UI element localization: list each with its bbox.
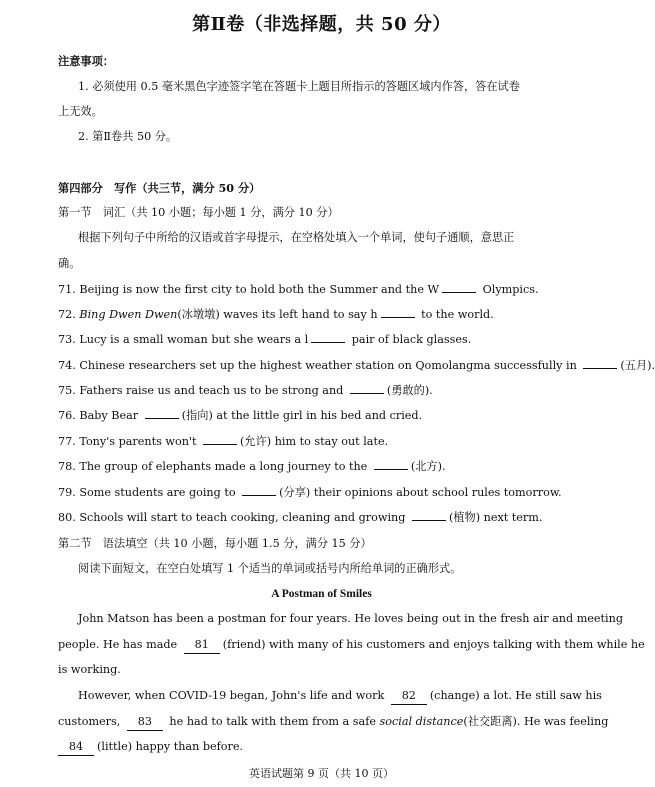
passage-title: A Postman of Smiles — [271, 588, 372, 600]
question-number: 78. — [58, 460, 76, 473]
question-text: Some students are going to — [79, 486, 240, 499]
question-text: Baby Bear — [79, 409, 142, 422]
answer-blank[interactable] — [311, 342, 345, 343]
question-74 — [58, 358, 655, 374]
answer-blank[interactable] — [242, 495, 276, 496]
question-number: 73. — [58, 333, 76, 346]
section2-heading: 第二节 语法填空（共 10 小题，每小题 1.5 分，满分 15 分） — [58, 537, 372, 550]
question-73 — [58, 332, 585, 348]
question-text: Fathers raise us and teach us to be strong and — [79, 384, 347, 397]
answer-blank-83[interactable]: 83 — [127, 714, 163, 731]
answer-blank-81[interactable]: 81 — [184, 637, 220, 654]
question-text: Schools will start to teach cooking, cleaning and growing — [79, 511, 409, 524]
question-text-after: pair of black glasses. — [348, 333, 472, 346]
question-76 — [58, 408, 585, 424]
answer-blank-84[interactable]: 84 — [58, 739, 94, 756]
passage-p1-line1: John Matson has been a postman for four years. He loves being out in the fresh air and meeting — [78, 612, 623, 625]
answer-blank[interactable] — [374, 469, 408, 470]
question-number: 77. — [58, 435, 76, 448]
passage-text: (little) happy than before. — [97, 740, 244, 753]
question-text-after: (分享) their opinions about school rules tomorrow. — [279, 486, 562, 499]
notice-heading: 注意事项： — [58, 54, 114, 68]
answer-blank[interactable] — [350, 393, 384, 394]
question-75 — [58, 383, 585, 399]
question-72 — [58, 307, 585, 323]
question-text-after: (五月). — [620, 359, 655, 372]
question-text: Chinese researchers set up the highest weather station on Qomolangma successfully in — [79, 359, 581, 372]
question-number: 75. — [58, 384, 76, 397]
question-text-after: (允许) him to stay out late. — [240, 435, 389, 448]
question-text: Lucy is a small woman but she wears a l — [79, 333, 309, 346]
notice-item-1: 1. 必须使用 0.5 毫米黑色字迹签字笔在答题卡上题目所指示的答题区域内作答，答在试卷 — [78, 80, 520, 93]
part4-heading: 第四部分 写作（共三节，满分 50 分） — [58, 181, 261, 195]
passage-p1-line2 — [58, 637, 645, 654]
question-text-after: (植物) next term. — [448, 511, 543, 524]
question-number: 71. — [58, 283, 76, 296]
question-text: (冰墩墩) waves its left hand to say h — [177, 308, 378, 321]
page-footer: 英语试题第 9 页（共 10 页） — [249, 767, 394, 780]
passage-p2-line1 — [78, 688, 602, 705]
question-text-after: (勇敢的). — [386, 384, 433, 397]
passage-text: (change) a lot. He still saw his — [429, 689, 602, 702]
question-number: 76. — [58, 409, 76, 422]
question-78 — [58, 459, 585, 475]
passage-text: he had to talk with them from a safe — [165, 715, 380, 728]
question-text-after: to the world. — [417, 308, 494, 321]
notice-item-1-cont: 上无效。 — [58, 105, 103, 118]
passage-text: people. He has made — [58, 638, 181, 651]
passage-p2-line3 — [58, 739, 585, 756]
passage-text: However, when COVID-19 began, John's life and work — [78, 689, 388, 702]
answer-blank[interactable] — [442, 292, 476, 293]
section1-instruction: 根据下列句子中所给的汉语或首字母提示，在空格处填入一个单词，使句子通顺，意思正 — [78, 231, 515, 244]
question-italic-text: Bing Dwen Dwen — [79, 308, 178, 321]
question-text-after: Olympics. — [479, 283, 539, 296]
answer-blank-82[interactable]: 82 — [391, 688, 427, 705]
question-text: Beijing is now the first city to hold both the Summer and the W — [79, 283, 440, 296]
question-text-after: (北方). — [410, 460, 446, 473]
passage-italic-text: social distance — [379, 715, 464, 728]
question-number: 80. — [58, 511, 76, 524]
question-80 — [58, 510, 585, 526]
passage-text: (friend) with many of his customers and enjoys talking with them while he — [222, 638, 645, 651]
answer-blank[interactable] — [145, 418, 179, 419]
question-number: 79. — [58, 486, 76, 499]
question-77 — [58, 434, 585, 450]
question-71 — [58, 282, 585, 298]
page-title: 第Ⅱ卷（非选择题，共 50 分） — [192, 14, 451, 35]
passage-p1-line3: is working. — [58, 663, 121, 676]
answer-blank[interactable] — [381, 317, 415, 318]
passage-text: customers, — [58, 715, 124, 728]
answer-blank[interactable] — [412, 520, 446, 521]
question-number: 74. — [58, 359, 76, 372]
section1-instruction-cont: 确。 — [58, 257, 81, 270]
question-text-after: (指向) at the little girl in his bed and cried. — [181, 409, 423, 422]
question-79 — [58, 485, 585, 501]
answer-blank[interactable] — [583, 368, 617, 369]
section2-instruction: 阅读下面短文，在空白处填写 1 个适当的单词或括号内所给单词的正确形式。 — [78, 562, 462, 575]
question-text: The group of elephants made a long journey to the — [79, 460, 371, 473]
passage-text: (社交距离). He was feeling — [463, 715, 609, 728]
question-text: Tony's parents won't — [79, 435, 201, 448]
passage-p2-line2 — [58, 714, 609, 731]
notice-item-2: 2. 第Ⅱ卷共 50 分。 — [78, 130, 178, 143]
section1-heading: 第一节 词汇（共 10 小题；每小题 1 分，满分 10 分） — [58, 206, 339, 219]
answer-blank[interactable] — [203, 444, 237, 445]
question-number: 72. — [58, 308, 76, 321]
